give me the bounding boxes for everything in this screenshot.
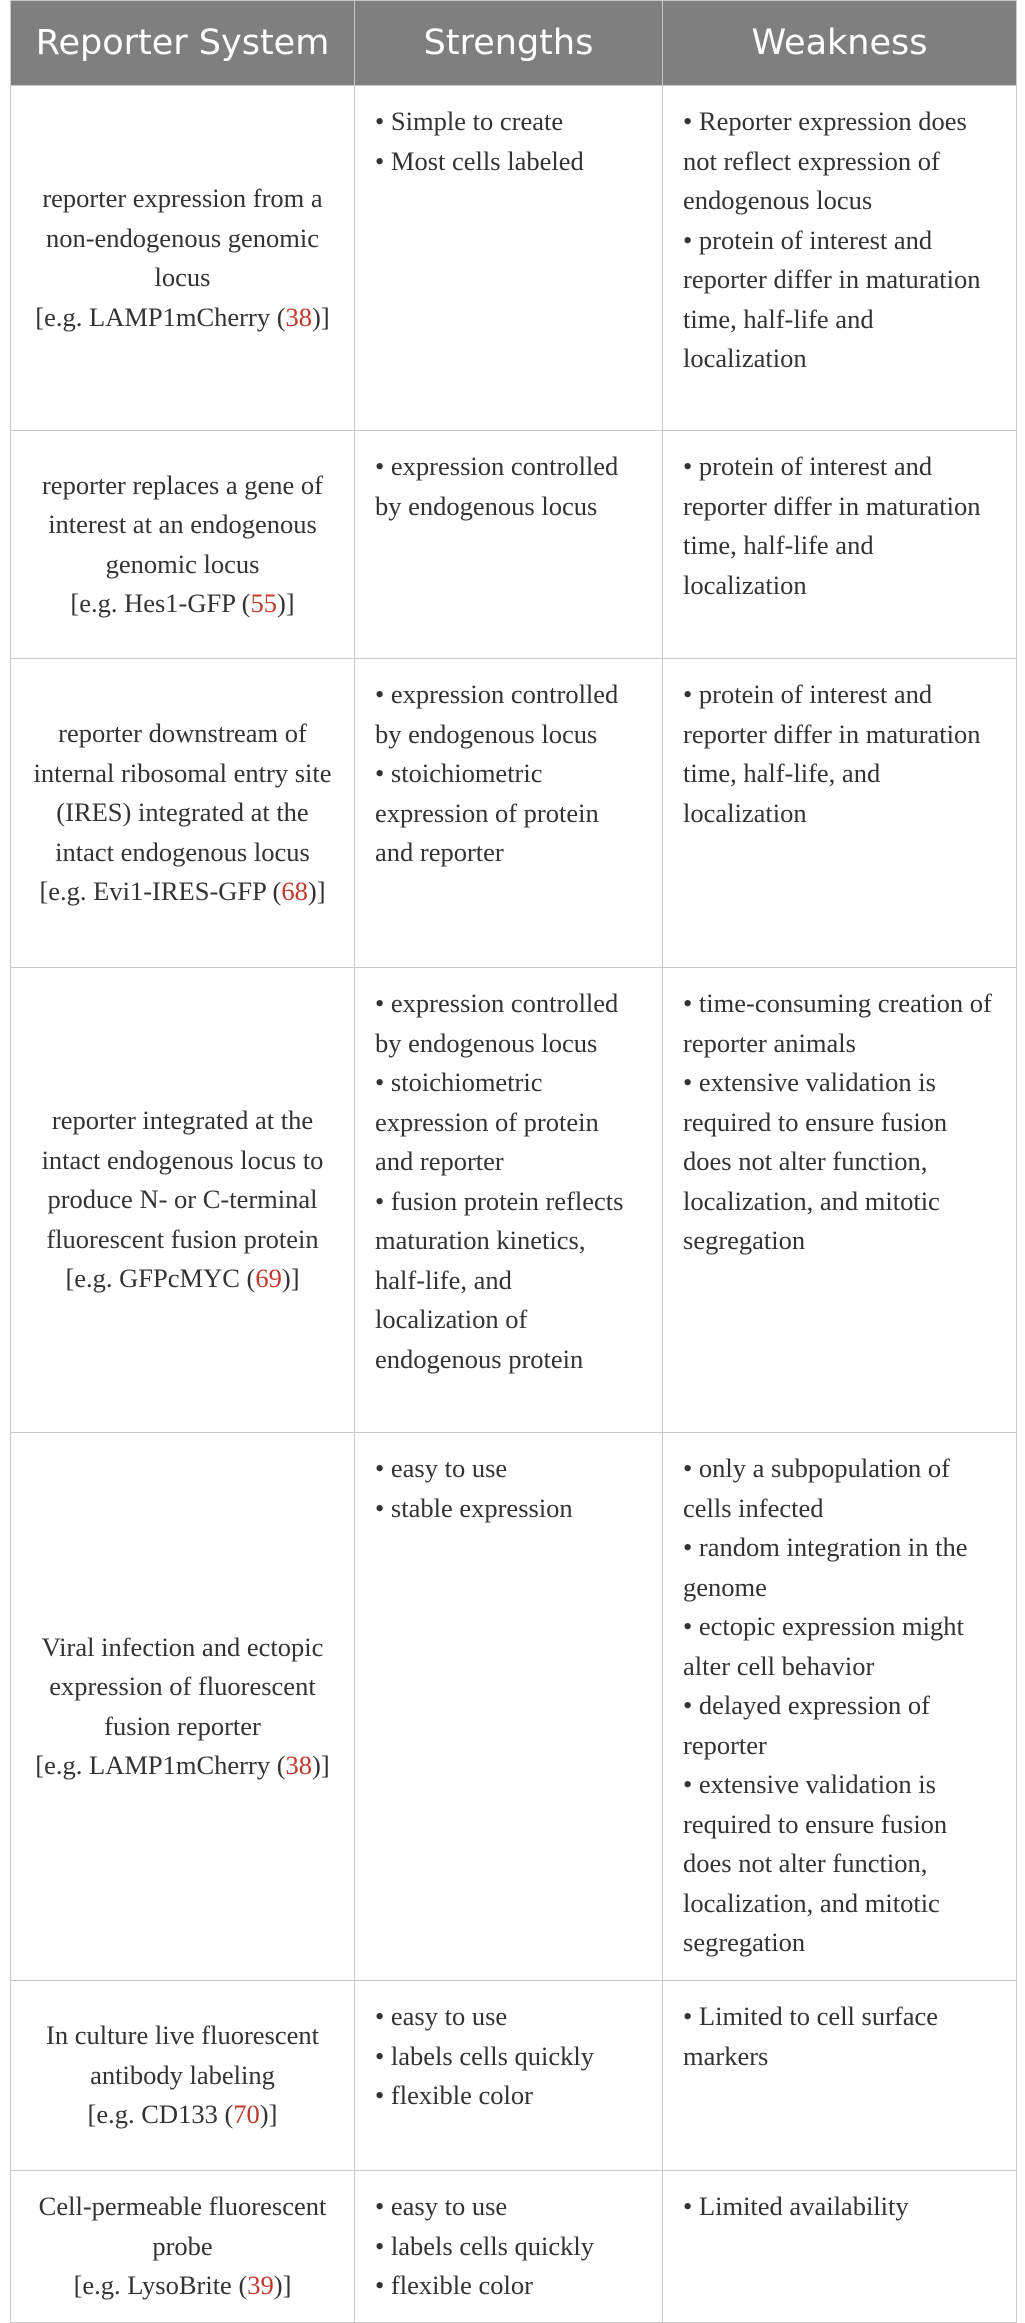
reporter-system-cell: [11, 1433, 355, 1981]
strengths-cell: [355, 1981, 663, 2171]
example-suffix: )]: [307, 876, 326, 907]
weakness-cell: [663, 659, 1017, 968]
weakness-item: • only a subpopulation of cells infected: [683, 1453, 950, 1523]
strength-item: • stable expression: [375, 1492, 573, 1523]
table-header: [11, 1, 1017, 86]
header-weakness: Weakness: [663, 1, 1017, 86]
example-prefix: [e.g. LAMP1mCherry (: [35, 301, 286, 332]
table-row: [11, 86, 1017, 431]
weakness-item: • protein of interest and reporter differ in maturation time, half-life and localization: [683, 451, 981, 600]
example-prefix: [e.g. LysoBrite (: [73, 2270, 248, 2300]
table-row: [11, 1433, 1017, 1981]
strengths-cell: [355, 659, 663, 968]
strength-item: • labels cells quickly: [375, 2040, 595, 2071]
reporter-system-text: reporter downstream of internal ribosomal entry site (IRES) integrated at the intact endogenous locus: [33, 718, 332, 867]
strengths-cell: [355, 2171, 663, 2323]
header-row: [11, 1, 1017, 86]
weakness-item: • protein of interest and reporter differ in maturation time, half-life, and localization: [683, 679, 981, 828]
example-suffix: )]: [281, 1263, 300, 1294]
weakness-cell: [663, 431, 1017, 659]
weakness-item: • Reporter expression does not reflect expression of endogenous locus: [683, 106, 967, 215]
weakness-item: • time-consuming creation of reporter animals: [683, 988, 992, 1058]
reference-link[interactable]: 38: [285, 301, 313, 332]
weakness-cell: [663, 86, 1017, 431]
reporter-system-text: reporter replaces a gene of interest at an endogenous genomic locus: [41, 469, 324, 579]
strength-item: • fusion protein reflects maturation kinetics, half-life, and localization of endogenous protein: [375, 1185, 624, 1374]
weakness-cell: [663, 1433, 1017, 1981]
strength-item: • labels cells quickly: [375, 2230, 595, 2261]
weakness-item: • extensive validation is required to ensure fusion does not alter function, localization, and mitotic segregation: [683, 1067, 948, 1255]
strength-item: • expression controlled by endogenous locus: [375, 451, 619, 521]
table-row: [11, 968, 1017, 1433]
example-suffix: )]: [312, 1750, 330, 1780]
example-prefix: [e.g. LAMP1mCherry (: [35, 1750, 286, 1780]
reporter-example: [29, 298, 336, 338]
reference-link[interactable]: 38: [285, 1750, 313, 1780]
strengths-cell: [355, 86, 663, 431]
table-row: [11, 2171, 1017, 2323]
header-reporter-system: Reporter System: [11, 1, 355, 86]
reporter-example: [29, 584, 336, 624]
example-prefix: [e.g. GFPcMYC (: [65, 1263, 256, 1294]
strength-item: • flexible color: [375, 2270, 533, 2300]
reference-link[interactable]: 68: [281, 876, 308, 907]
weakness-item: • protein of interest and reporter differ in maturation time, half-life and localization: [683, 224, 981, 373]
reporter-system-text: reporter expression from a non-endogenous genomic locus: [42, 183, 323, 292]
table-body: [11, 86, 1017, 2323]
weakness-cell: [663, 1981, 1017, 2171]
weakness-cell: [663, 2171, 1017, 2323]
reporter-system-text: reporter integrated at the intact endogenous locus to produce N- or C-terminal fluorescent fusion protein: [41, 1105, 324, 1254]
weakness-item: • extensive validation is required to ensure fusion does not alter function, localization, and mitotic segregation: [683, 1769, 948, 1957]
strengths-cell: [355, 1433, 663, 1981]
example-suffix: )]: [259, 2099, 278, 2130]
example-suffix: )]: [276, 588, 295, 618]
table-row: [11, 659, 1017, 968]
weakness-cell: [663, 968, 1017, 1433]
weakness-item: • Limited availability: [683, 2191, 909, 2221]
reporter-example: [29, 1746, 336, 1786]
reporter-system-text: Cell-permeable fluorescent probe: [38, 2191, 327, 2261]
strength-item: • Most cells labeled: [375, 145, 584, 176]
example-suffix: )]: [273, 2270, 292, 2300]
example-prefix: [e.g. CD133 (: [87, 2099, 234, 2130]
reporter-systems-table-container: [10, 0, 1016, 2323]
reporter-example: [29, 2095, 336, 2135]
strength-item: • stoichiometric expression of protein and reporter: [375, 758, 599, 867]
reference-link[interactable]: 55: [250, 588, 277, 618]
reporter-example: [29, 2266, 336, 2306]
reporter-system-cell: [11, 2171, 355, 2323]
weakness-item: • delayed expression of reporter: [683, 1690, 930, 1760]
reporter-system-cell: [11, 431, 355, 659]
reporter-system-cell: [11, 1981, 355, 2171]
reporter-system-cell: [11, 968, 355, 1433]
example-suffix: )]: [312, 301, 330, 332]
reference-link[interactable]: 39: [247, 2270, 274, 2300]
strength-item: • expression controlled by endogenous locus: [375, 679, 619, 749]
example-prefix: [e.g. Hes1-GFP (: [70, 588, 251, 618]
reporter-systems-table: [10, 0, 1017, 2323]
strength-item: • easy to use: [375, 1453, 508, 1483]
reference-link[interactable]: 70: [233, 2099, 260, 2130]
strengths-cell: [355, 968, 663, 1433]
table-row: [11, 1981, 1017, 2171]
reporter-system-text: Viral infection and ectopic expression of fluorescent fusion reporter: [41, 1631, 324, 1741]
weakness-item: • ectopic expression might alter cell behavior: [683, 1611, 964, 1681]
strength-item: • flexible color: [375, 2080, 533, 2110]
strengths-cell: [355, 431, 663, 659]
header-strengths: Strengths: [355, 1, 663, 86]
reporter-system-text: In culture live fluorescent antibody labeling: [46, 2020, 319, 2090]
reporter-system-cell: [11, 86, 355, 431]
example-prefix: [e.g. Evi1-IRES-GFP (: [39, 876, 282, 907]
strength-item: • easy to use: [375, 2191, 508, 2221]
weakness-item: • Limited to cell surface markers: [683, 2001, 939, 2071]
reporter-example: [29, 872, 336, 912]
reporter-system-cell: [11, 659, 355, 968]
strength-item: • easy to use: [375, 2001, 508, 2031]
strength-item: • Simple to create: [375, 106, 564, 136]
strength-item: • expression controlled by endogenous locus: [375, 988, 619, 1058]
weakness-item: • random integration in the genome: [683, 1532, 968, 1602]
reference-link[interactable]: 69: [255, 1263, 282, 1294]
reporter-example: [29, 1259, 336, 1299]
table-row: [11, 431, 1017, 659]
strength-item: • stoichiometric expression of protein and reporter: [375, 1067, 599, 1176]
